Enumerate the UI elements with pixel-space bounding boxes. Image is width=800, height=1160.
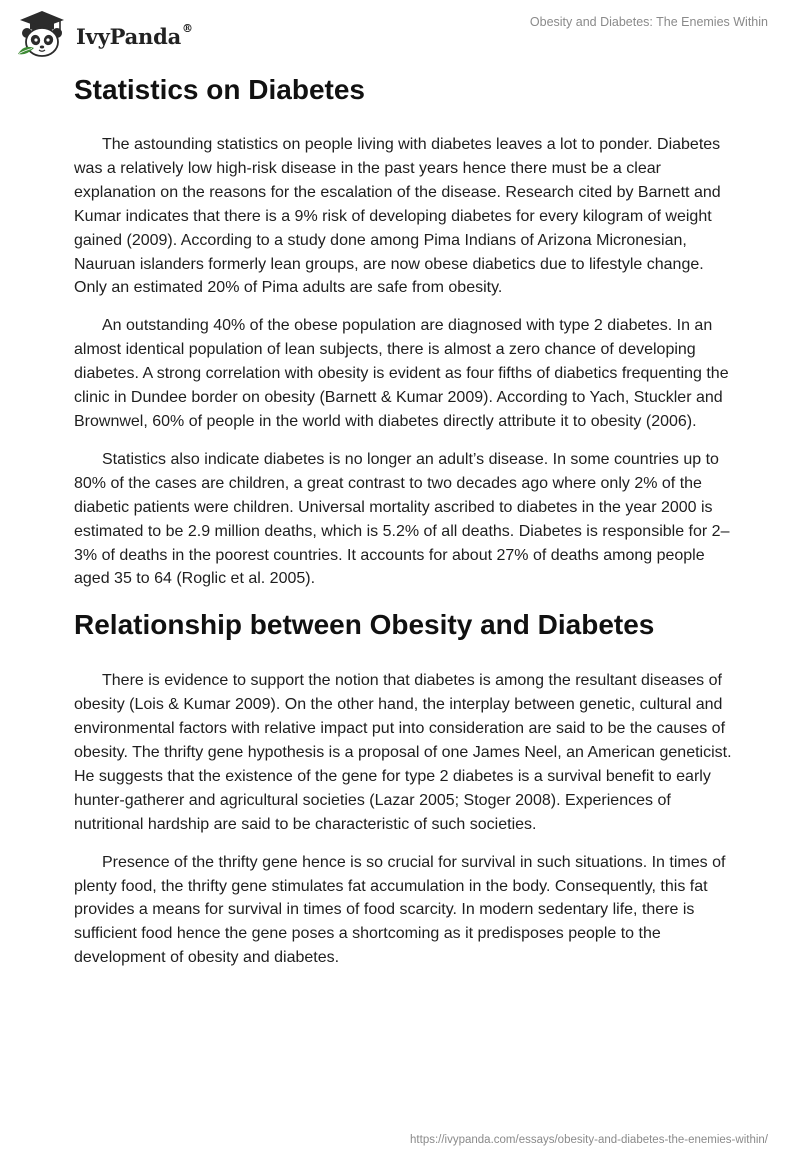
section-heading-statistics: Statistics on Diabetes <box>74 74 365 105</box>
paragraph: Presence of the thrifty gene hence is so crucial for survival in such situations. In times of plenty food, the thrifty gene stimulates fat accumulation in the body. Consequently, this fat provides a means for survival in times of food scarcity. In modern sedentary life, there is sufficient food hence the gene poses a shortcoming as it predisposes people to the development of obesity and diabetes. <box>74 853 726 967</box>
section-body-relationship <box>74 669 734 970</box>
section-heading-relationship: Relationship between Obesity and Diabetes <box>74 609 655 641</box>
panda-graduate-icon <box>14 8 70 60</box>
page-header <box>0 0 800 64</box>
paragraph: An outstanding 40% of the obese population are diagnosed with type 2 diabetes. In an almost identical population of lean subjects, there is almost a zero chance of developing diabetes. A strong correlation with obesity is evident as four fifths of diabetics frequenting the clinic in Dundee border on obesity (Barnett & Kumar 2009). According to Yach, Stuckler and Brownwel, 60% of people in the world with diabetes directly attribute it to obesity (2006). <box>74 317 729 430</box>
document-title: Obesity and Diabetes: The Enemies Within <box>529 15 768 29</box>
source-url-link[interactable]: https://ivypanda.com/essays/obesity-and-diabetes-the-enemies-within/ <box>410 1134 768 1146</box>
section-body-statistics <box>74 133 734 591</box>
essay-content <box>74 70 734 970</box>
paragraph: There is evidence to support the notion that diabetes is among the resultant diseases of obesity (Lois & Kumar 2009). On the other hand, the interplay between genetic, cultural and environmental factors with relative impact put into consideration are said to be the causes of obesity. The thrifty gene hypothesis is a proposal of one James Neel, an American geneticist. He suggests that the existence of the gene for type 2 diabetes is a survival benefit to early hunter-gatherer and agricultural societies (Lazar 2005; Stoger 2008). Experiences of nutritional hardship are said to be characteristic of such societies. <box>74 672 732 833</box>
brand-name: IvyPanda® <box>76 21 193 49</box>
brand-logo[interactable] <box>14 8 193 60</box>
paragraph: Statistics also indicate diabetes is no longer an adult’s disease. In some countries up to 80% of the cases are children, a great contrast to two decades ago where only 2% of the diabetic patients were children. Universal mortality ascribed to diabetes in the year 2000 is estimated to be 2.9 million deaths, which is 5.2% of all deaths. Diabetes is responsible for 2–3% of deaths in the poorest countries. It accounts for about 27% of deaths among people aged 35 to 64 (Roglic et al. 2005). <box>74 450 730 588</box>
paragraph: The astounding statistics on people living with diabetes leaves a lot to ponder. Diabetes was a relatively low high-risk disease in the past years hence there must be a clear explanation on the reasons for the escalation of the disease. Research cited by Barnett and Kumar indicates that there is a 9% risk of developing diabetes for every kilogram of weight gained (2009). According to a study done among Pima Indians of Arizona Micronesian, Nauruan islanders formerly lean groups, are now obese diabetics due to lifestyle change. Only an estimated 20% of Pima adults are safe from obesity. <box>74 136 721 297</box>
